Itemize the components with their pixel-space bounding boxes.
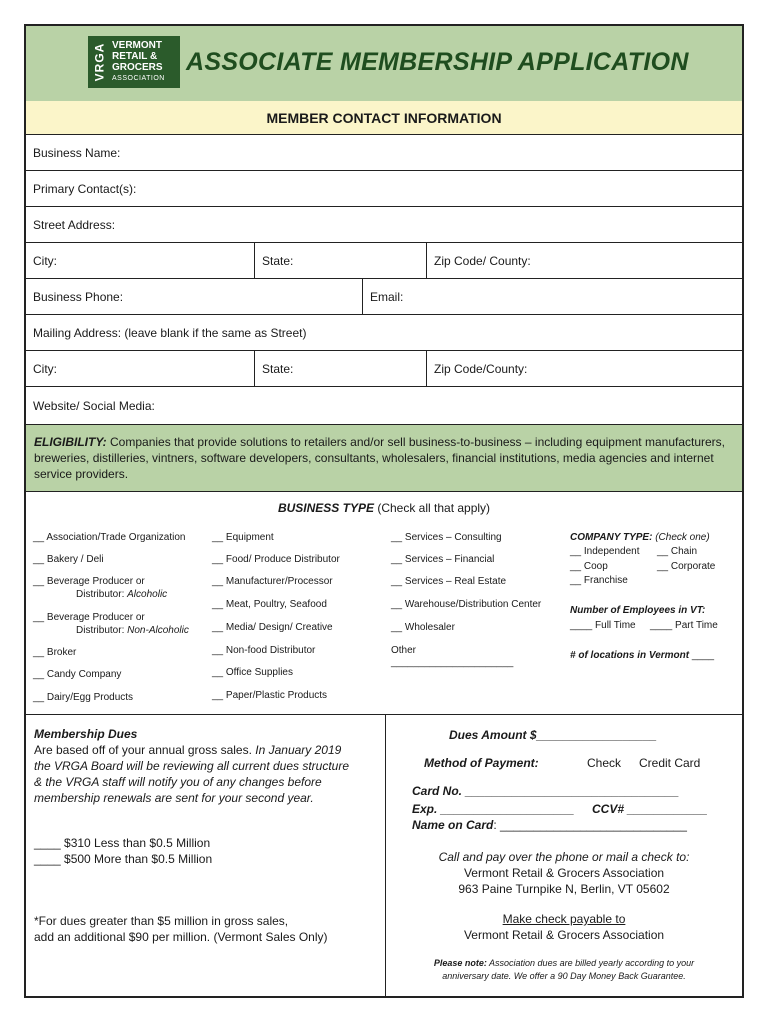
bt-media[interactable]: __ Media/ Design/ Creative <box>212 622 333 633</box>
bt-association[interactable]: __ Association/Trade Organization <box>33 532 186 543</box>
bt-candy[interactable]: __ Candy Company <box>33 669 122 680</box>
bt-bev2-sub-italic: Non-Alcoholic <box>127 625 189 636</box>
street-address-label: Street Address: <box>33 217 116 232</box>
ct-corporate[interactable]: __ Corporate <box>657 561 716 572</box>
mailing-zip-county-label: Zip Code/County: <box>434 361 528 376</box>
bt-other-blank[interactable]: ______________________ <box>391 657 514 668</box>
mailing-zip-county-field[interactable] <box>426 351 742 386</box>
bt-bev1-sub: Distributor: <box>76 589 125 600</box>
bt-nonfood[interactable]: __ Non-food Distributor <box>212 645 316 656</box>
zip-county-field[interactable] <box>426 243 742 278</box>
note-label: Please note: <box>433 958 487 968</box>
guarantee-note-line-1 <box>386 958 742 968</box>
business-phone-field[interactable] <box>26 279 362 314</box>
logo-line-2: RETAIL & <box>112 51 158 62</box>
street-address-row[interactable] <box>26 207 742 243</box>
locations-label: # of locations in Vermont <box>570 650 690 661</box>
bt-beverage-alcoholic-sub <box>76 589 167 600</box>
note-text-1: Association dues are billed yearly according to your <box>489 958 695 968</box>
city-label: City: <box>33 253 57 268</box>
bt-real-estate[interactable]: __ Services – Real Estate <box>391 576 507 587</box>
dues-intro-line <box>34 743 341 757</box>
payable-label: Make check payable to <box>502 912 626 926</box>
ct-franchise[interactable]: __ Franchise <box>570 575 628 586</box>
business-type-heading <box>26 501 742 515</box>
name-on-card-label: Name on Card <box>412 818 494 832</box>
dues-option-500[interactable]: ____ $500 More than $0.5 Million <box>34 852 213 866</box>
zip-county-label: Zip Code/ County: <box>434 253 531 268</box>
dues-section-divider <box>26 714 742 715</box>
primary-contact-label: Primary Contact(s): <box>33 181 137 196</box>
card-exp-field[interactable]: Exp. ____________________ <box>412 802 575 816</box>
city-state-zip-row <box>26 243 742 279</box>
state-label: State: <box>262 253 294 268</box>
guarantee-note-line-2: anniversary date. We offer a 90 Day Money Back Guarantee. <box>442 971 686 981</box>
mailing-address-row[interactable] <box>26 315 742 351</box>
eligibility-text: Companies that provide solutions to retailers and/or sell business-to-business – including equipment manufacturers, breweries, distilleries, vintners, software developers, consultants, wholesalers, financial institutions, media agencies and internet service providers. <box>34 435 726 481</box>
bt-broker[interactable]: __ Broker <box>33 647 77 658</box>
bt-dairy[interactable]: __ Dairy/Egg Products <box>33 692 134 703</box>
bt-consulting[interactable]: __ Services – Consulting <box>391 532 502 543</box>
payment-credit-option[interactable]: Credit Card <box>639 756 701 770</box>
employees-full-time[interactable]: ____ Full Time <box>570 620 636 631</box>
logo-line-3: GROCERS <box>112 62 163 73</box>
contact-section-title: MEMBER CONTACT INFORMATION <box>26 101 742 135</box>
bt-food-produce[interactable]: __ Food/ Produce Distributor <box>212 554 340 565</box>
bt-financial[interactable]: __ Services – Financial <box>391 554 495 565</box>
phone-email-row <box>26 279 742 315</box>
mailing-city-label: City: <box>33 361 57 376</box>
business-name-label: Business Name: <box>33 145 121 160</box>
payment-check-option[interactable]: Check <box>587 756 622 770</box>
dues-extra-2: add an additional $90 per million. (Vermont Sales Only) <box>34 930 328 944</box>
employees-part-time[interactable]: ____ Part Time <box>650 620 718 631</box>
dues-notice-2: the VRGA Board will be reviewing all current dues structure <box>34 759 350 773</box>
logo-line-1: VERMONT <box>112 40 162 51</box>
logo-side-text: VRGA <box>92 42 107 82</box>
mailing-city-state-zip-row <box>26 351 742 387</box>
membership-form <box>24 24 744 998</box>
payable-org: Vermont Retail & Grocers Association <box>463 928 665 942</box>
bt-meat[interactable]: __ Meat, Poultry, Seafood <box>212 599 327 610</box>
bt-wholesaler[interactable]: __ Wholesaler <box>391 622 455 633</box>
company-type-heading <box>570 532 710 543</box>
form-title: ASSOCIATE MEMBERSHIP APPLICATION <box>186 48 689 76</box>
bt-manufacturer[interactable]: __ Manufacturer/Processor <box>212 576 333 587</box>
mailing-address-label: Mailing Address: (leave blank if the same as Street) <box>33 325 307 340</box>
business-type-hint: (Check all that apply) <box>377 501 491 515</box>
locations-blank[interactable]: ____ <box>691 650 715 661</box>
ct-independent[interactable]: __ Independent <box>570 546 640 557</box>
bt-bev1-sub-italic: Alcoholic <box>127 589 168 600</box>
dues-notice-3: & the VRGA staff will notify you of any changes before <box>34 775 322 789</box>
dues-option-310[interactable]: ____ $310 Less than $0.5 Million <box>34 836 211 850</box>
email-label: Email: <box>370 289 404 304</box>
email-field[interactable] <box>362 279 742 314</box>
name-on-card-blank[interactable]: : ____________________________ <box>493 818 687 832</box>
name-on-card-field[interactable] <box>412 818 687 832</box>
primary-contact-row[interactable] <box>26 171 742 207</box>
dues-notice-1: In January 2019 <box>255 743 342 757</box>
city-field[interactable] <box>26 243 254 278</box>
bt-beverage-nonalcoholic-sub <box>76 625 189 636</box>
dues-intro: Are based off of your annual gross sales. <box>34 743 252 757</box>
payment-method-label: Method of Payment: <box>424 756 539 770</box>
mailing-state-field[interactable] <box>254 351 426 386</box>
bt-warehouse[interactable]: __ Warehouse/Distribution Center <box>391 599 542 610</box>
bt-paper[interactable]: __ Paper/Plastic Products <box>212 690 328 701</box>
bt-other[interactable]: Other <box>391 645 417 656</box>
ct-chain[interactable]: __ Chain <box>657 546 698 557</box>
bt-beverage-alcoholic[interactable]: __ Beverage Producer or <box>33 576 145 587</box>
business-type-label: BUSINESS TYPE <box>277 501 374 515</box>
employees-label: Number of Employees in VT: <box>570 605 706 616</box>
card-ccv-field[interactable]: CCV# ____________ <box>592 802 708 816</box>
logo-line-4: ASSOCIATION <box>112 75 165 82</box>
mailing-city-field[interactable] <box>26 351 254 386</box>
eligibility-label: ELIGIBILITY: <box>34 435 107 449</box>
company-type-label: COMPANY TYPE: <box>570 532 653 543</box>
bt-bakery[interactable]: __ Bakery / Deli <box>33 554 104 565</box>
website-row[interactable] <box>26 387 742 425</box>
call-to-pay-text: Call and pay over the phone or mail a check to: <box>438 850 690 864</box>
header-bar <box>26 26 742 102</box>
ct-coop[interactable]: __ Coop <box>570 561 608 572</box>
bt-bev2-sub: Distributor: <box>76 625 125 636</box>
eligibility-box <box>26 425 742 492</box>
state-field[interactable] <box>254 243 426 278</box>
bt-office[interactable]: __ Office Supplies <box>212 667 293 678</box>
locations-field[interactable] <box>570 650 714 661</box>
bt-equipment[interactable]: __ Equipment <box>212 532 274 543</box>
website-label: Website/ Social Media: <box>33 398 155 413</box>
card-number-field[interactable]: Card No. ________________________________ <box>412 784 679 798</box>
mail-address: 963 Paine Turnpike N, Berlin, VT 05602 <box>458 882 670 896</box>
dues-title: Membership Dues <box>34 727 138 741</box>
dues-amount-field[interactable]: Dues Amount $__________________ <box>449 728 657 742</box>
bt-beverage-nonalcoholic[interactable]: __ Beverage Producer or <box>33 612 145 623</box>
dues-extra-1: *For dues greater than $5 million in gross sales, <box>34 914 289 928</box>
mailing-state-label: State: <box>262 361 294 376</box>
company-type-hint: (Check one) <box>655 532 710 543</box>
mail-org-name: Vermont Retail & Grocers Association <box>463 866 665 880</box>
vrga-logo <box>88 36 180 88</box>
dues-notice-4: membership renewals are sent for your second year. <box>34 791 314 805</box>
business-name-row[interactable] <box>26 135 742 171</box>
business-phone-label: Business Phone: <box>33 289 124 304</box>
